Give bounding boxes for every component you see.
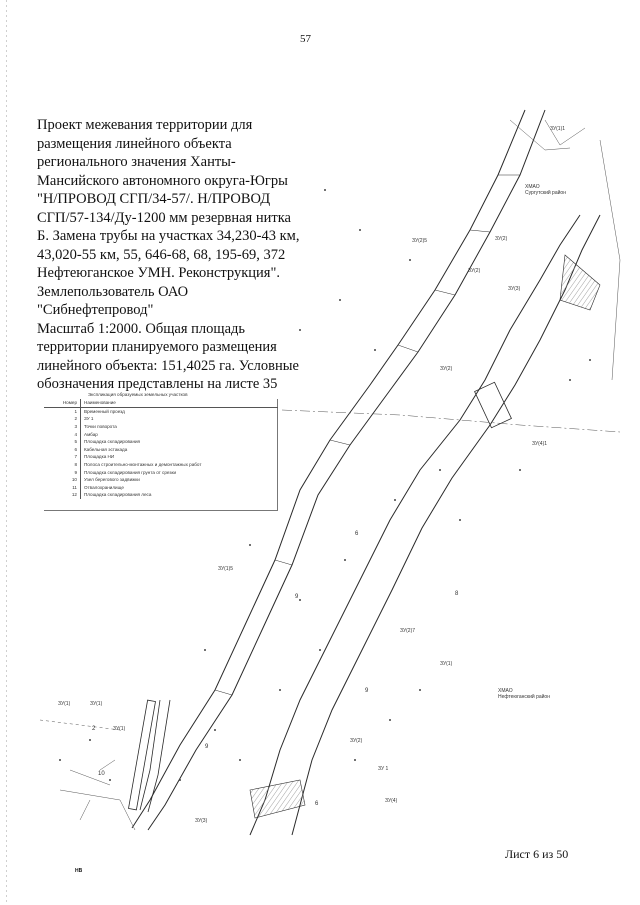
legend-row	[44, 476, 278, 484]
legend-row-name: Площадка складирования	[84, 439, 141, 445]
legend-header-name: Наименование	[81, 399, 279, 407]
legend-row-name: Площадка складирования грунта от срезки	[84, 469, 177, 475]
lot-label-left-c: ЗУ(1)	[113, 726, 126, 732]
legend-row-name: Площадка складирования леса	[84, 492, 152, 498]
legend-row-name: Амбар	[84, 431, 98, 437]
sheet-number-label: Лист 6 из 50	[505, 847, 569, 861]
district-label-nefteyugansk: ХМАО Нефтеюганский район	[498, 688, 550, 700]
legend-row-number: 3	[44, 423, 81, 431]
lot-label-right-c: ЗУ(2)	[350, 738, 363, 744]
legend-rows	[44, 399, 278, 499]
zone-number: 6	[315, 801, 319, 807]
lot-label-mid-c: ЗУ(3)	[508, 286, 521, 292]
corridor-right	[250, 215, 600, 835]
zone-number: 9	[295, 594, 299, 600]
legend-row	[44, 446, 278, 454]
legend-row-name: Отвалохранилище	[84, 484, 124, 490]
legend-row	[44, 407, 278, 415]
zone-number: 6	[355, 531, 359, 537]
legend-row-number: 4	[44, 430, 81, 438]
legend-row-number: 5	[44, 438, 81, 446]
zone-number: 9	[205, 744, 209, 750]
legend-row-number: 2	[44, 415, 81, 423]
legend-header-number: Номер	[44, 399, 81, 407]
project-title-block: Проект межевания территории для размещения линейного объекта регионального значения Ханты- Мансийского автономного округа-Югры "Н/ПРОВОД СГП/34-57/. Н/ПРОВОД СГП/57-134/Ду-1200 мм резервная нитка Б. Замена трубы на участках 34,230-43 км, 43,020-55 км, 55, 646-68, 68, 195-69, 372 Нефтеюганское УМН. Реконструкция". Землепользователь ОАО "Сибнефтепровод" Масштаб 1:2000. Общая площадь территории планируемого размещения линейного объекта: 151,4025 га. Условные обозначения представлены на листе 35	[37, 117, 300, 392]
footer-mark: НВ	[75, 868, 83, 874]
lot-label-left-b: ЗУ(1)	[90, 701, 103, 707]
legend-row-name: Узел берегового задвижки	[84, 477, 140, 483]
lot-label-right-d: ЗУ 1	[378, 766, 389, 772]
lot-label-mid-e: ЗУ(2)	[440, 366, 453, 372]
legend-caption: Экспликация образуемых земельных участков	[88, 392, 188, 397]
lot-label-mid-b: ЗУ(2)	[468, 268, 481, 274]
zone-number: 8	[455, 591, 459, 597]
lot-label-center: ЗУ(1)5	[218, 566, 234, 572]
legend-row-number: 7	[44, 453, 81, 461]
lot-label-left-a: ЗУ(1)	[58, 701, 71, 707]
legend-row-name: Временный проезд	[84, 408, 125, 414]
lot-label-center-b: ЗУ(2)7	[400, 628, 416, 634]
zone-number: 2	[92, 726, 96, 732]
zone-number: 9	[365, 688, 369, 694]
lot-label-bottom-b: ЗУ(3)	[195, 818, 208, 824]
lot-label-mid-d: ЗУ(2)	[495, 236, 508, 242]
legend-row-number: 9	[44, 468, 81, 476]
zone-number: 10	[98, 771, 105, 777]
lot-label-top: ЗУ(1)1	[550, 126, 566, 132]
legend-row	[44, 415, 278, 423]
legend-row	[44, 453, 278, 461]
legend-row	[44, 468, 278, 476]
legend-header-row	[44, 399, 278, 407]
page-number: 57	[300, 33, 311, 45]
legend-row	[44, 461, 278, 469]
legend-row-number: 6	[44, 446, 81, 454]
legend-row	[44, 484, 278, 492]
legend-row-name: Полоса строительно-монтажных и демонтажных работ	[84, 462, 202, 468]
legend-row-name: ЗУ 1	[84, 416, 94, 422]
legend-row-name: Площадка НИ	[84, 454, 115, 460]
legend-row-number: 10	[44, 476, 81, 484]
legend-row-name: Точки поворота	[84, 424, 117, 430]
legend-row-number: 12	[44, 491, 81, 499]
lot-label-right-a: ЗУ(4)1	[532, 441, 548, 447]
district-label-surgut: ХМАО Сургутский район	[525, 184, 566, 196]
legend-row	[44, 430, 278, 438]
legend-row	[44, 423, 278, 431]
lot-label-right-b: ЗУ(1)	[440, 661, 453, 667]
legend-row-number: 11	[44, 484, 81, 492]
legend-row	[44, 491, 278, 499]
legend-row	[44, 438, 278, 446]
lot-label-bottom-a: ЗУ(4)	[385, 798, 398, 804]
lot-label-mid-a: ЗУ(2)5	[412, 238, 428, 244]
legend-row-number: 8	[44, 461, 81, 469]
legend-row-name: Кабельная эстакада	[84, 446, 128, 452]
legend-table	[44, 392, 278, 514]
legend-row-number: 1	[44, 407, 81, 415]
